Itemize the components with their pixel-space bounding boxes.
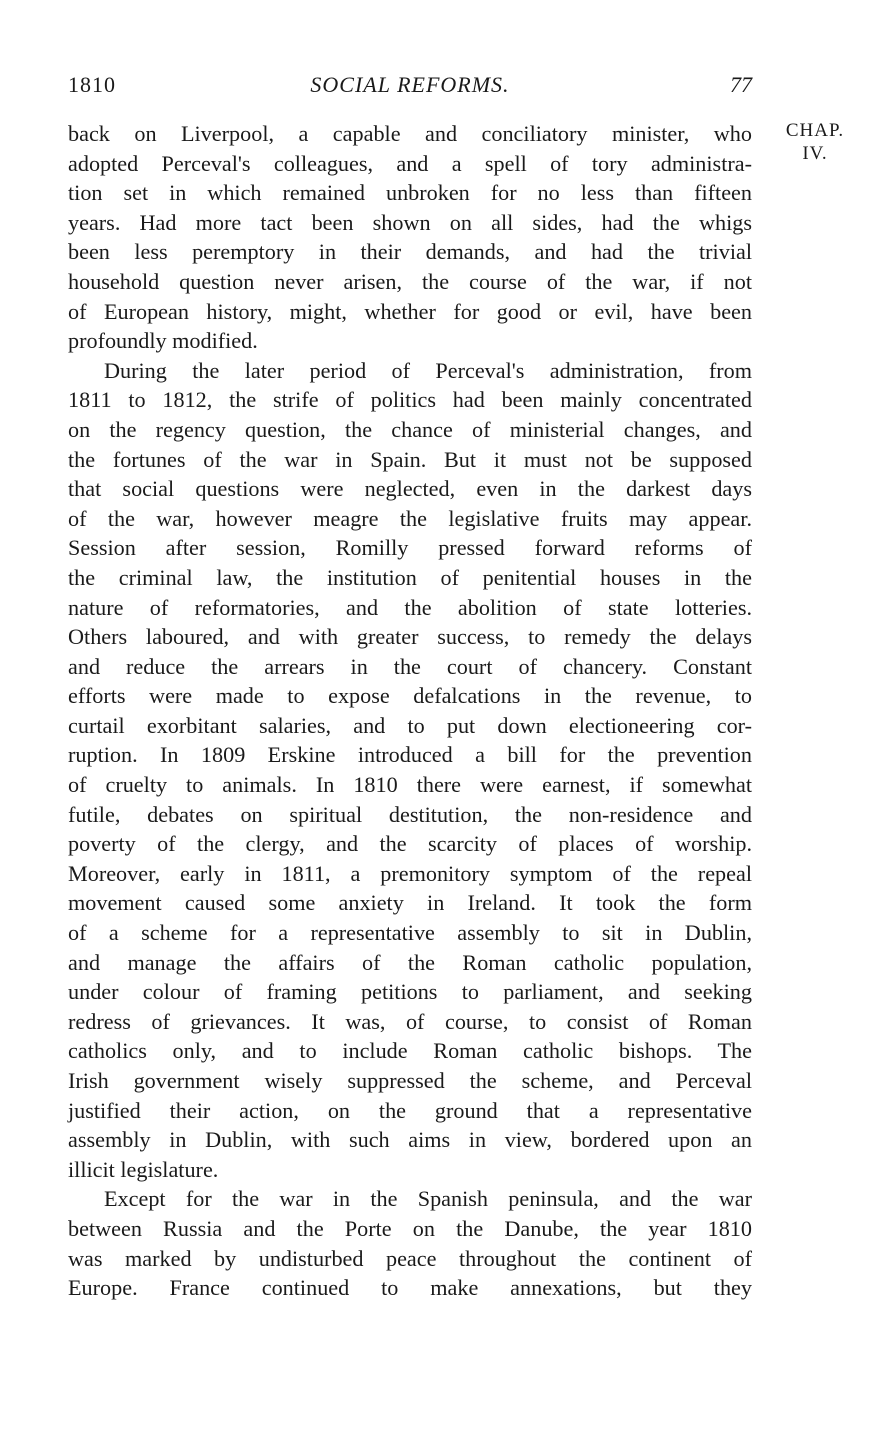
- text-line: household question never arisen, the course of the war, if not: [68, 268, 752, 294]
- text-line: ruption. In 1809 Erskine introduced a bill for the prevention: [68, 742, 752, 768]
- text-line: poverty of the clergy, and the scarcity of places of worship.: [68, 831, 752, 857]
- text-line: Others laboured, and with greater success, to remedy the delays: [68, 624, 752, 650]
- text-line: justified their action, on the ground that a representative: [68, 1097, 752, 1123]
- page-number: 77: [730, 72, 752, 97]
- text-line: of a scheme for a representative assembly to sit in Dublin,: [68, 920, 752, 946]
- text-line: the fortunes of the war in Spain. But it must not be supposed: [68, 446, 752, 472]
- chapter-number: IV.: [802, 143, 828, 164]
- running-head-title: SOCIAL REFORMS.: [310, 72, 510, 97]
- text-line: under colour of framing petitions to parliament, and seeking: [68, 979, 752, 1005]
- body-text: [68, 119, 752, 1303]
- text-line: catholics only, and to include Roman catholic bishops. The: [68, 1038, 752, 1064]
- text-line: illicit legislature.: [68, 1156, 219, 1182]
- text-line: Moreover, early in 1811, a premonitory symptom of the repeal: [68, 860, 752, 886]
- text-line: movement caused some anxiety in Ireland. It took the form: [68, 890, 752, 916]
- text-line: assembly in Dublin, with such aims in view, bordered upon an: [68, 1127, 752, 1153]
- text-line: Session after session, Romilly pressed forward reforms of: [68, 535, 752, 561]
- text-line: the criminal law, the institution of penitential houses in the: [68, 564, 752, 590]
- text-line: of the war, however meagre the legislative fruits may appear.: [68, 505, 752, 531]
- text-line: Europe. France continued to make annexations, but they: [68, 1275, 752, 1301]
- text-line: back on Liverpool, a capable and conciliatory minister, who: [68, 121, 752, 146]
- text-line: was marked by undisturbed peace throughout the continent of: [68, 1245, 752, 1271]
- text-line: redress of grievances. It was, of course, to consist of Roman: [68, 1008, 752, 1034]
- text-line: profoundly modified.: [68, 328, 258, 354]
- text-line: between Russia and the Porte on the Danube, the year 1810: [68, 1215, 752, 1241]
- text-line: that social questions were neglected, even in the darkest days: [68, 476, 752, 502]
- chapter-label: CHAP.: [785, 120, 845, 141]
- paragraph: [68, 1184, 752, 1302]
- paragraph: [68, 119, 752, 356]
- chapter-margin-note: [770, 119, 860, 165]
- text-line: During the later period of Perceval's administration, from: [104, 357, 752, 383]
- text-line: adopted Perceval's colleagues, and a spell of tory administra-: [68, 150, 752, 176]
- text-line: Except for the war in the Spanish peninsula, and the war: [104, 1186, 752, 1212]
- text-line: of cruelty to animals. In 1810 there were earnest, if somewhat: [68, 772, 752, 798]
- text-line: Irish government wisely suppressed the scheme, and Perceval: [68, 1068, 752, 1093]
- text-line: futile, debates on spiritual destitution, the non-residence and: [68, 801, 752, 827]
- text-line: tion set in which remained unbroken for no less than fifteen: [68, 180, 752, 206]
- text-line: of European history, might, whether for good or evil, have been: [68, 298, 752, 324]
- text-line: efforts were made to expose defalcations in the revenue, to: [68, 683, 752, 709]
- text-line: 1811 to 1812, the strife of politics had been mainly concentrated: [68, 387, 752, 413]
- text-line: on the regency question, the chance of ministerial changes, and: [68, 416, 752, 442]
- text-line: nature of reformatories, and the abolition of state lotteries.: [68, 594, 752, 620]
- running-head-year: 1810: [68, 72, 116, 97]
- paragraph: [68, 356, 752, 1185]
- text-line: and manage the affairs of the Roman catholic population,: [68, 949, 752, 975]
- text-line: been less peremptory in their demands, and had the trivial: [68, 239, 752, 265]
- text-line: and reduce the arrears in the court of chancery. Constant: [68, 653, 752, 679]
- text-line: years. Had more tact been shown on all sides, had the whigs: [68, 209, 752, 235]
- text-line: curtail exorbitant salaries, and to put down electioneering cor-: [68, 712, 752, 738]
- running-head: [68, 72, 752, 104]
